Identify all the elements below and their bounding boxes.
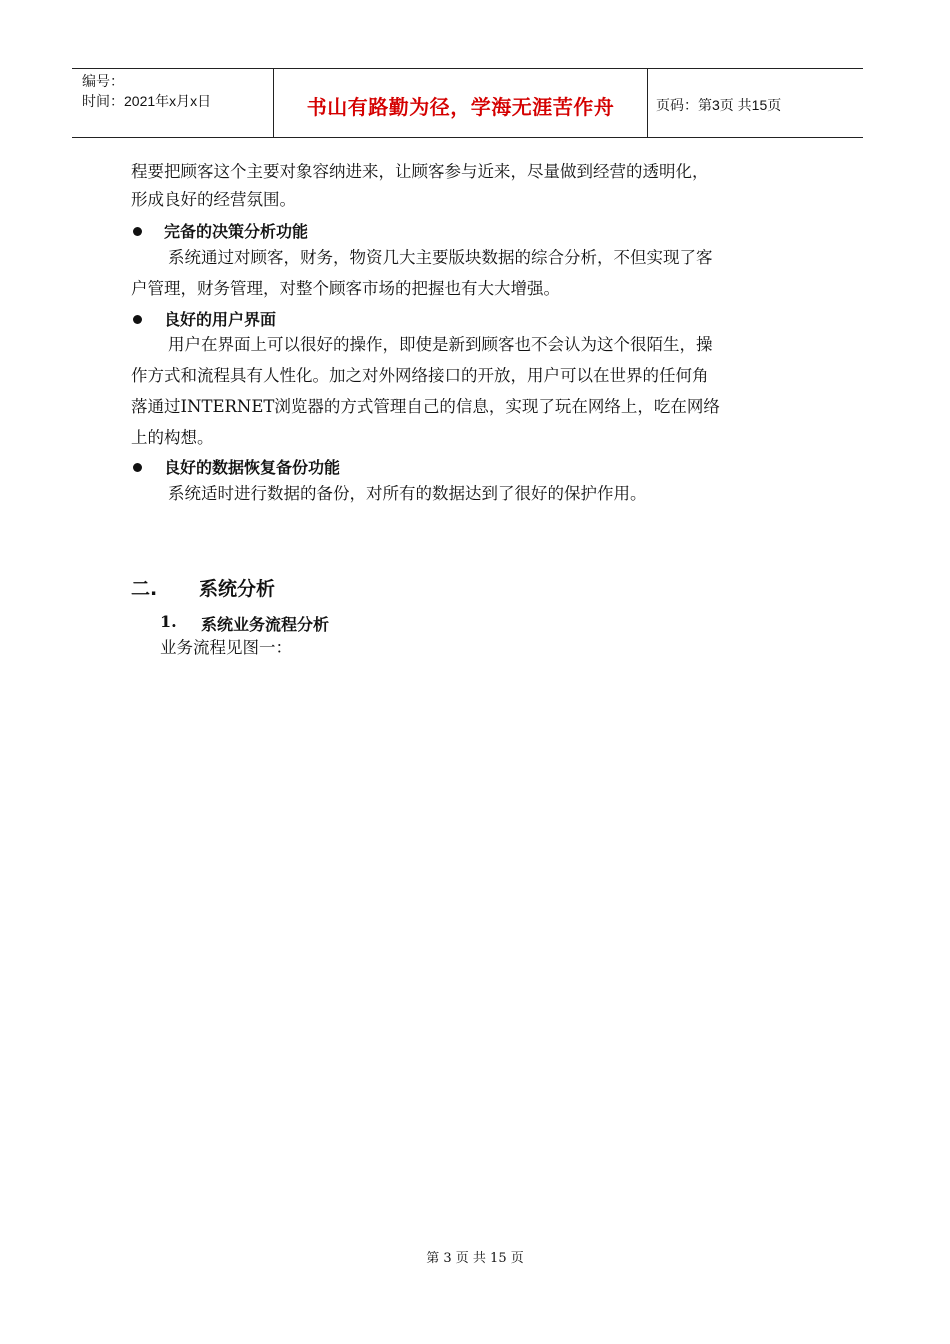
feature-ui-line-1: 用户在界面上可以很好的操作，即使是新到顾客也不会认为这个很陌生，操 (168, 335, 713, 354)
bullet-icon (133, 227, 142, 236)
intro-line-2: 形成良好的经营氛围。 (131, 190, 296, 209)
section-number: 二. (131, 578, 158, 600)
page-header (72, 68, 863, 138)
feature-decision-line-1: 系统通过对顾客，财务，物资几大主要版块数据的综合分析，不但实现了客 (168, 248, 713, 267)
feature-ui-line-4: 上的构想。 (131, 428, 214, 447)
header-page-cell (648, 69, 863, 137)
subsection-title: 系统业务流程分析 (201, 615, 330, 634)
feature-decision-line-2: 户管理，财务管理，对整个顾客市场的把握也有大大增强。 (131, 279, 560, 298)
intro-line-1: 程要把顾客这个主要对象容纳进来，让顾客参与近来，尽量做到经营的透明化， (131, 162, 709, 181)
header-motto-cell (274, 69, 648, 137)
section-title: 系统分析 (199, 578, 276, 600)
subsection-text: 业务流程见图一： (160, 638, 292, 657)
feature-title-ui: 良好的用户界面 (164, 310, 277, 329)
feature-backup-line-1: 系统适时进行数据的备份，对所有的数据达到了很好的保护作用。 (168, 484, 647, 503)
feature-ui-line-3: 落通过INTERNET浏览器的方式管理自己的信息，实现了玩在网络上，吃在网络 (131, 397, 720, 416)
feature-title-backup: 良好的数据恢复备份功能 (164, 458, 341, 477)
subsection-number: 1. (160, 612, 177, 631)
feature-title-decision: 完备的决策分析功能 (164, 222, 309, 241)
bullet-icon (133, 315, 142, 324)
feature-ui-line-2: 作方式和流程具有人性化。加之对外网络接口的开放，用户可以在世界的任何角 (131, 366, 709, 385)
page-footer: 第 3 页 共 15 页 (426, 1251, 524, 1266)
motto-text: 书山有路勤为径，学海无涯苦作舟 (306, 95, 615, 119)
header-meta-cell (72, 69, 274, 137)
bullet-icon (133, 463, 142, 472)
number-label: 编号： (82, 73, 124, 89)
page-label: 页码：第3页 共15页 (656, 97, 782, 113)
time-label: 时间：2021年x月x日 (82, 93, 212, 109)
